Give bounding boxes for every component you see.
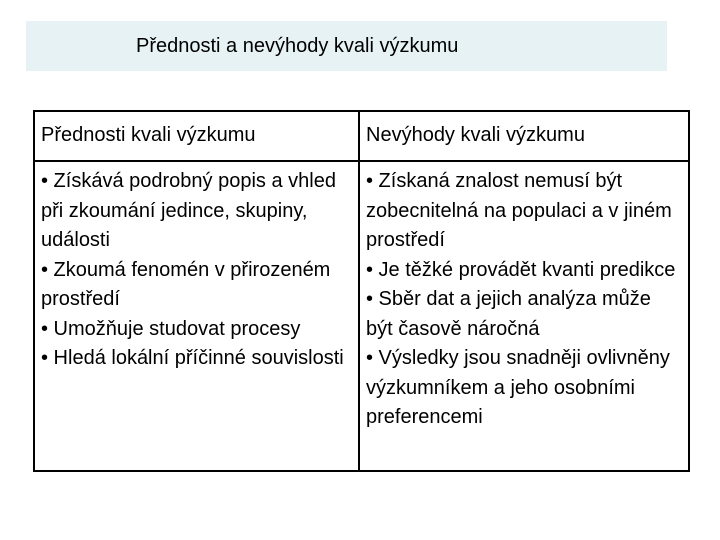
disadvantage-item: • Získaná znalost nemusí být zobecnitelná na populaci a v jiném prostředí bbox=[366, 170, 672, 251]
advantages-cell bbox=[35, 162, 360, 470]
disadvantage-item: • Výsledky jsou snadněji ovlivněny výzkumníkem a jeho osobními preferencemi bbox=[366, 347, 670, 428]
comparison-table bbox=[33, 110, 690, 472]
header-disadvantages: Nevýhody kvali výzkumu bbox=[360, 112, 688, 162]
advantage-item: • Získává podrobný popis a vhled při zkoumání jedince, skupiny, události bbox=[41, 170, 336, 251]
advantage-item: • Zkoumá fenomén v přirozeném prostředí bbox=[41, 258, 331, 310]
advantage-item: • Hledá lokální příčinné souvislosti bbox=[41, 347, 344, 369]
header-advantages: Přednosti kvali výzkumu bbox=[35, 112, 360, 162]
slide-title: Přednosti a nevýhody kvali výzkumu bbox=[136, 34, 459, 57]
disadvantage-item: • Sběr dat a jejich analýza může být časově náročná bbox=[366, 288, 651, 340]
advantage-item: • Umožňuje studovat procesy bbox=[41, 317, 301, 340]
slide-title-bar bbox=[26, 21, 667, 71]
disadvantage-item: • Je těžké provádět kvanti predikce bbox=[366, 258, 676, 281]
disadvantages-cell bbox=[360, 162, 688, 470]
